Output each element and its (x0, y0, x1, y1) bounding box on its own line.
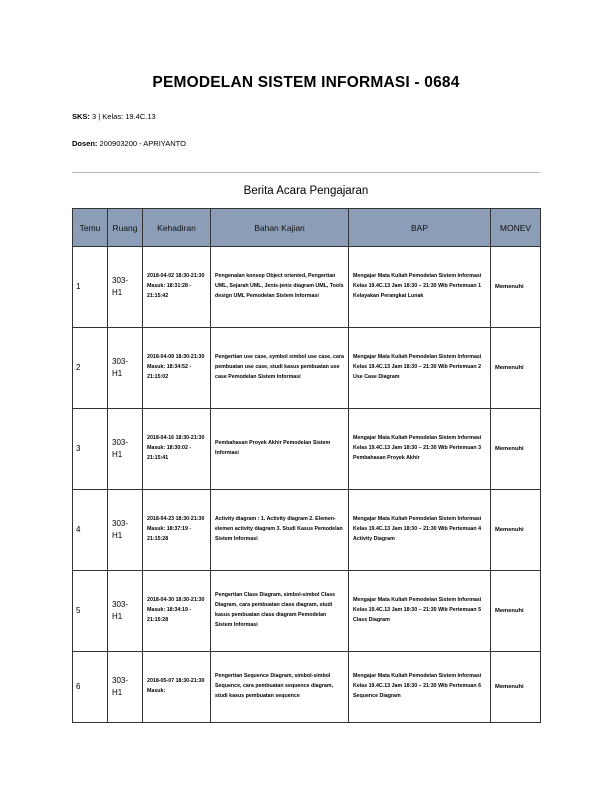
cell-monev: Memenuhi (491, 652, 541, 723)
cell-kehadiran (143, 490, 211, 571)
cell-bahan-kajian (211, 571, 349, 652)
cell-ruang: 303-H1 (108, 490, 143, 571)
table-row (73, 247, 541, 328)
cell-temu: 4 (73, 490, 108, 571)
kajian-text: Pengenalan konsep Object oriented, Pengertian UML, Sejarah UML, Jenis-jenis diagram UML, Tools design UML Pemodelan Sistem Informasi (215, 273, 344, 299)
cell-bahan-kajian (211, 409, 349, 490)
cell-bap (349, 571, 491, 652)
cell-bahan-kajian (211, 652, 349, 723)
cell-bap (349, 652, 491, 723)
cell-ruang: 303-H1 (108, 652, 143, 723)
header-bahan-kajian: Bahan Kajian (211, 209, 349, 247)
cell-bap (349, 490, 491, 571)
kehadiran-text: 2018-05-07 18:30-21:30 Masuk: (147, 678, 205, 694)
bap-text: Mengajar Mata Kuliah Pemodelan Sistem Informasi Kelas 19.4C.13 Jam 18:30 – 21:30 Wib Pertemuan 2 Use Case Diagram (353, 354, 482, 380)
sks-value: 3 | Kelas: 19.4C.13 (92, 112, 156, 121)
cell-ruang: 303-H1 (108, 409, 143, 490)
header-ruang: Ruang (108, 209, 143, 247)
section-title: Berita Acara Pengajaran (243, 185, 369, 197)
bap-text: Mengajar Mata Kuliah Pemodelan Sistem Informasi Kelas 19.4C.13 Jam 18:30 – 21:30 Wib Pertemuan 6 Sequence Diagram (353, 673, 482, 699)
cell-monev: Memenuhi (491, 409, 541, 490)
table-row (73, 409, 541, 490)
kajian-text: Pengertian Sequence Diagram, simbol-simbol Sequence, cara pembuatan sequence diagram, studi kasus pembuatan sequence (215, 673, 334, 699)
dosen-label: Dosen: (72, 139, 98, 148)
cell-bahan-kajian (211, 328, 349, 409)
cell-ruang: 303-H1 (108, 328, 143, 409)
bap-text: Mengajar Mata Kuliah Pemodelan Sistem Informasi Kelas 19.4C.13 Jam 18:30 – 21:30 Wib Pertemuan 5 Class Diagram (353, 597, 482, 623)
table-row (73, 571, 541, 652)
cell-kehadiran (143, 409, 211, 490)
cell-temu: 6 (73, 652, 108, 723)
cell-bahan-kajian (211, 490, 349, 571)
kehadiran-text: 2018-04-16 18:30-21:30 Masuk: 18:30:02 - 21:15:41 (147, 435, 205, 461)
cell-monev: Memenuhi (491, 571, 541, 652)
header-kehadiran: Kehadiran (143, 209, 211, 247)
bap-text: Mengajar Mata Kuliah Pemodelan Sistem Informasi Kelas 19.4C.13 Jam 18:30 – 21:30 Wib Pertemuan 4 Activity Diagram (353, 516, 482, 542)
cell-kehadiran (143, 247, 211, 328)
cell-monev: Memenuhi (491, 328, 541, 409)
cell-kehadiran (143, 652, 211, 723)
cell-monev: Memenuhi (491, 247, 541, 328)
kehadiran-text: 2018-04-09 18:30-21:30 Masuk: 18:34:52 - 21:15:02 (147, 354, 205, 380)
kehadiran-text: 2018-04-23 18:30-21:30 Masuk: 18:37:19 - 21:15:28 (147, 516, 205, 542)
bap-text: Mengajar Mata Kuliah Pemodelan Sistem Informasi Kelas 19.4C.13 Jam 18:30 – 21:30 Wib Pertemuan 1 Kelayakan Perangkat Lunak (353, 273, 482, 299)
header-monev: MONEV (491, 209, 541, 247)
kehadiran-text: 2018-04-30 18:30-21:30 Masuk: 18:34:19 - 21:15:28 (147, 597, 205, 623)
kajian-text: Pengertian use case, symbol simbol use case, cara pembuatan use case, studi kasus pembuatan use case Pemodelan Sistem Informasi (215, 354, 344, 380)
cell-ruang: 303-H1 (108, 571, 143, 652)
bap-table (72, 208, 541, 723)
kajian-text: Pembahasan Proyek Akhir Pemodelan Sistem Informasi (215, 440, 331, 456)
bap-text: Mengajar Mata Kuliah Pemodelan Sistem Informasi Kelas 19.4C.13 Jam 18:30 – 21:30 Wib Pertemuan 3 Pembahasan Proyek Akhir (353, 435, 482, 461)
table-row (73, 652, 541, 723)
cell-kehadiran (143, 571, 211, 652)
divider (72, 172, 540, 173)
cell-bahan-kajian (211, 247, 349, 328)
cell-temu: 1 (73, 247, 108, 328)
dosen-line (72, 139, 186, 148)
cell-kehadiran (143, 328, 211, 409)
table-row (73, 490, 541, 571)
cell-bap (349, 409, 491, 490)
sks-kelas-line (72, 112, 156, 121)
cell-temu: 2 (73, 328, 108, 409)
kehadiran-text: 2018-04-02 18:30-21:30 Masuk: 18:31:28 - 21:15:42 (147, 273, 205, 299)
cell-temu: 3 (73, 409, 108, 490)
cell-bap (349, 247, 491, 328)
cell-bap (349, 328, 491, 409)
sks-label: SKS: (72, 112, 90, 121)
kajian-text: Activity diagram : 1. Activity diagram 2. Elemen-elemen activity diagram 3. Studi Kasus Pemodelan Sistem Informasi (215, 516, 343, 542)
table-row (73, 328, 541, 409)
document-title: PEMODELAN SISTEM INFORMASI - 0684 (152, 74, 460, 91)
dosen-value: 200903200 - APRIYANTO (99, 139, 186, 148)
kajian-text: Pengertian Class Diagram, simbol-simbol Class Diagram, cara pembuatan class diagram, studi kasus pembuatan class diagram Pemodelan Sistem Informasi (215, 592, 336, 628)
cell-monev: Memenuhi (491, 490, 541, 571)
header-temu: Temu (73, 209, 108, 247)
cell-temu: 5 (73, 571, 108, 652)
cell-ruang: 303-H1 (108, 247, 143, 328)
header-bap: BAP (349, 209, 491, 247)
table-header-row (73, 209, 541, 247)
